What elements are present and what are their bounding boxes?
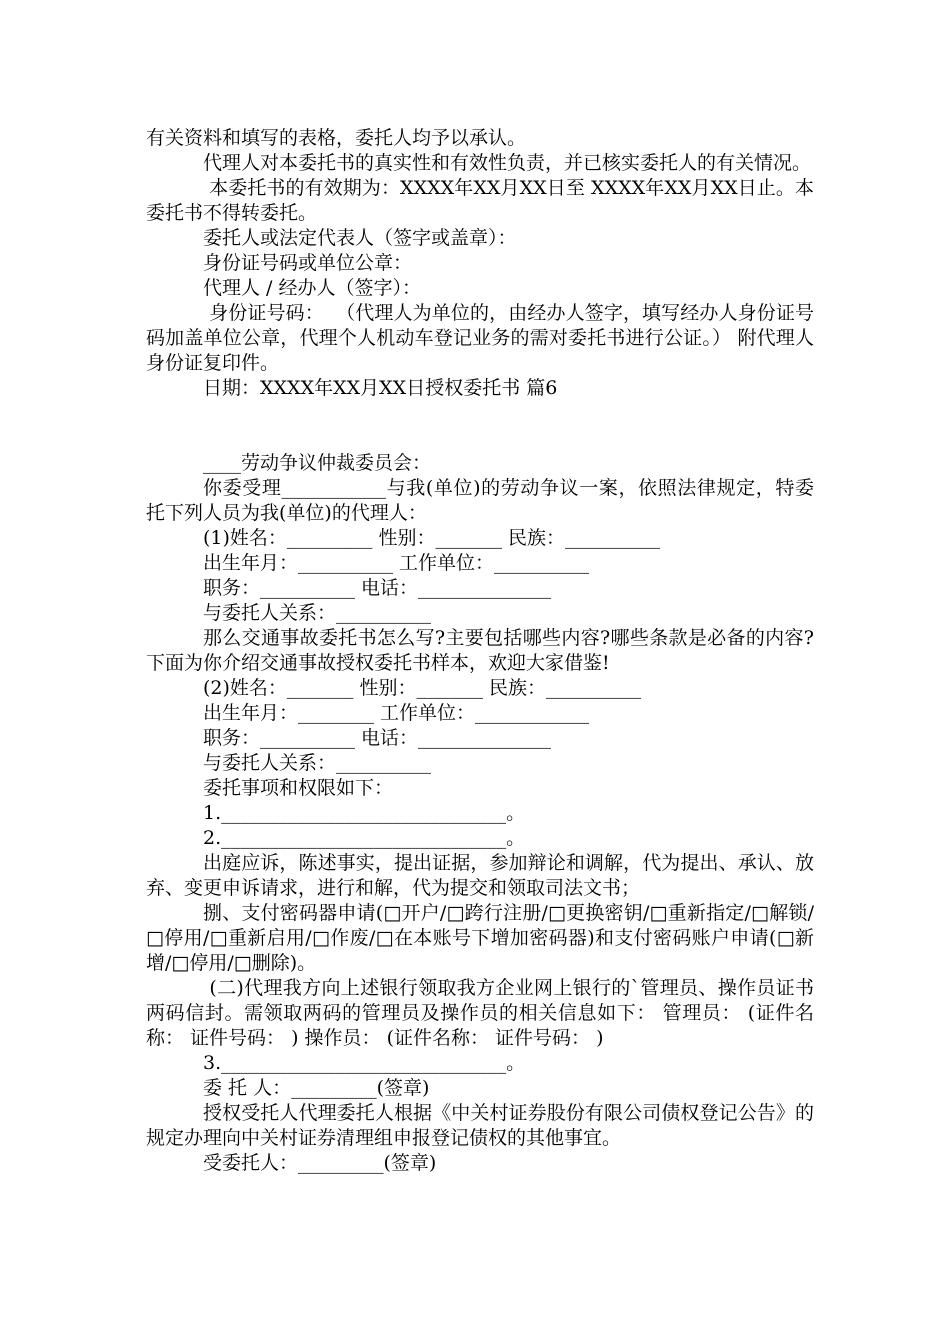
- form-line-item-1: 1.______________________________。: [203, 802, 526, 824]
- paragraph-bank-certificates: (二)代理我方向上述银行领取我方企业网上银行的`管理员、操作员证书两码信封。需领取两码的管理员及操作员的相关信息如下： 管理员： (证件名称： 证件号码： ) 操作员： (证件名称： 证件号码： ): [146, 977, 815, 1049]
- line-addressee: ____劳动争议仲裁委员会：: [203, 452, 432, 474]
- line-principal-signature: 委托人或法定代表人（签字或盖章）：: [203, 227, 517, 249]
- form-line-birth-1: 出生年月：__________ 工作单位：__________: [203, 552, 590, 574]
- document-body: [146, 126, 814, 1176]
- paragraph-password-device: 捌、支付密码器申请(□开户/□跨行注册/□更换密钥/□重新指定/□解锁/□停用/□重新启用/□作废/□在本账号下增加密码器)和支付密码账户申请(□新增/□停用/□删除)。: [146, 902, 814, 974]
- paragraph-case-intro: 你委受理___________与我(单位)的劳动争议一案，依照法律规定，特委托下列人员为我(单位)的代理人：: [146, 477, 814, 524]
- line-agent-signature: 代理人 / 经办人（签字）：: [203, 277, 421, 299]
- form-line-birth-2: 出生年月：________ 工作单位：____________: [203, 702, 590, 724]
- paragraph-court-powers: 出庭应诉，陈述事实，提出证据，参加辩论和调解，代为提出、承认、放弃、变更申诉请求，进行和解，代为提交和领取司法文书；: [146, 852, 814, 899]
- form-line-relation-2: 与委托人关系：__________: [203, 752, 432, 774]
- section-gap: [146, 401, 814, 451]
- form-line-name-2: (2)姓名：_______ 性别：_______ 民族：__________: [203, 677, 641, 699]
- paragraph-creditor-registration: 授权受托人代理委托人根据《中关村证券股份有限公司债权登记公告》的规定办理向中关村证券清理组申报登记债权的其他事宜。: [146, 1102, 814, 1149]
- paragraph-validity-period: 本委托书的有效期为：XXXX年XX月XX日至 XXXX年XX月XX日止。本委托书不得转委托。: [146, 177, 814, 224]
- line-date-heading: 日期：XXXX年XX月XX日授权委托书 篇6: [203, 377, 558, 399]
- form-line-item-2: 2.______________________________。: [203, 827, 526, 849]
- form-line-item-3: 3.______________________________。: [203, 1052, 526, 1074]
- form-line-name-1: (1)姓名：_________ 性别：_______ 民族：__________: [203, 527, 660, 549]
- form-line-relation-1: 与委托人关系：__________: [203, 602, 432, 624]
- line-trustee-seal: 受委托人：_________(签章): [203, 1152, 437, 1174]
- form-line-title-1: 职务：__________ 电话：______________: [203, 577, 552, 599]
- paragraph-agent-id: 身份证号码： （代理人为单位的，由经办人签字，填写经办人身份证号码加盖单位公章，代理个人机动车登记业务的需对委托书进行公证。） 附代理人身份证复印件。: [146, 302, 814, 374]
- paragraph-traffic-intro: 那么交通事故委托书怎么写?主要包括哪些内容?哪些条款是必备的内容?下面为你介绍交通事故授权委托书样本，欢迎大家借鉴!: [146, 627, 814, 674]
- line-scope-heading: 委托事项和权限如下：: [203, 777, 394, 799]
- paragraph-continuation: 有关资料和填写的表格，委托人均予以承认。: [146, 127, 527, 149]
- line-principal-seal: 委 托 人：_________(签章): [203, 1077, 430, 1099]
- form-line-title-2: 职务：__________ 电话：______________: [203, 727, 552, 749]
- line-id-or-seal: 身份证号码或单位公章：: [203, 252, 413, 274]
- paragraph-agent-responsibility: 代理人对本委托书的真实性和有效性负责，并已核实委托人的有关情况。: [203, 152, 812, 174]
